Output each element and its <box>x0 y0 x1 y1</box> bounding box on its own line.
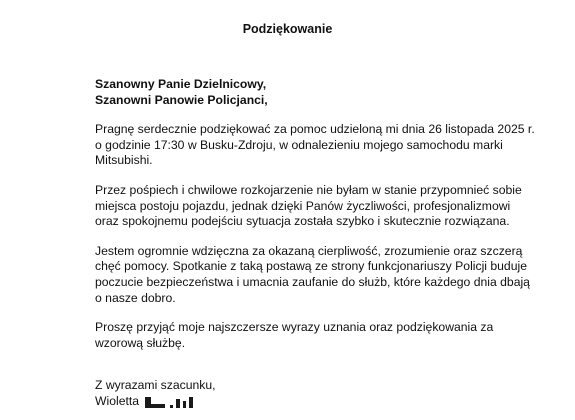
salutation <box>95 77 535 108</box>
letter-body <box>95 77 535 365</box>
signature-line <box>95 394 216 410</box>
redacted-surname <box>145 397 193 408</box>
paragraph-gratitude: Jestem ogromnie wdzięczna za okazaną cierpliwość, zrozumienie oraz szczerą chęć pomocy. Spotkanie z taką postawą ze strony funkcjonariuszy Policji buduje poczucie bezpieczeństwa i umacnia zaufanie do służb, które każdego dnia dbają o nasze dobro. <box>95 243 530 305</box>
closing-formula: Z wyrazami szacunku, <box>95 378 216 392</box>
letter-title: Podziękowanie <box>242 22 333 36</box>
salutation-line-1: Szanowny Panie Dzielnicowy, <box>95 77 267 91</box>
paragraph-closing-wish: Proszę przyjąć moje najszczersze wyrazy uznania oraz podziękowania za wzorową służbę. <box>95 320 494 350</box>
salutation-line-2: Szanowni Panowie Policjanci, <box>95 92 268 107</box>
signature-first-name: Wioletta <box>95 393 140 408</box>
letter-closing <box>95 378 216 409</box>
paragraph-thanks: Pragnę serdecznie podziękować za pomoc udzieloną mi dnia 26 listopada 2025 r. o godzinie 17:30 w Busku-Zdroju, w odnalezieniu mojego samochodu marki Mitsubishi. <box>95 122 535 168</box>
paragraph-circumstances: Przez pośpiech i chwilowe rozkojarzenie nie byłam w stanie przypomnieć sobie miejsca postoju pojazdu, jednak dzięki Panów życzliwości, profesjonalizmowi oraz spokojnemu podejściu sytuacja została szybko i skutecznie rozwiązana. <box>95 182 522 229</box>
